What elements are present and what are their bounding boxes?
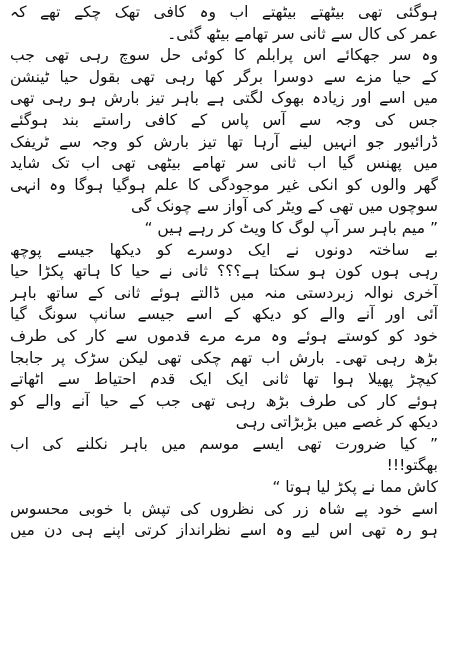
text-line: ڈرائیور جو انہیں لینے آرہا تھا تیز بارش کو وجہ سے ٹریفک (10, 132, 438, 151)
text-line: خود کو کوستے ہوئے وہ مرے مرے قدموں سے کار کی طرف (10, 326, 438, 345)
text-line: گھر والوں کو انکی غیر موجودگی کا علم ہوگیا ہوگا وہ انہی (10, 175, 438, 194)
text-line: ہوئے کار کی طرف بڑھ رہی تھی جب کے حیا آنے والے کو (10, 391, 438, 410)
text-line: دیکھ کر غصے میں بڑبڑاتی رہی (235, 413, 438, 432)
text-line: رہی ہوں کون ہو سکتا ہے؟؟؟ ثانی نے حیا کا ہاتھ پکڑا حیا (10, 262, 438, 281)
text-line: بھگتو!!! (386, 456, 438, 475)
text-line: عمر کی کال سے ثانی سر تھامے بیٹھ گئی۔ (167, 24, 438, 43)
text-line: اسے خود پے شاہ زر کی نظروں کی تپش با خوبی محسوس (10, 499, 438, 518)
text-line: کیچڑ پھیلا ہوا تھا ثانی ایک ایک قدم احتیاط سے اٹھاتے (10, 370, 438, 389)
text-line: آئی اور آنے والے کو دیکھ کے اسے جیسے سانپ سونگ گیا (10, 305, 438, 324)
text-line: ” میم باہر سر آپ لوگ کا ویٹ کر رہے ہیں “ (144, 218, 438, 237)
text-line: وہ سر جھکائے اس پرابلم کا کوئی حل سوچ رہی تھی جب (10, 46, 438, 65)
text-line: ہوگئی تھی بیٹھتے بیٹھتے اب وہ کافی تھک چکے تھے کہ (10, 3, 438, 21)
text-line: آخری نوالہ زبردستی منہ میں ڈالتے ہوئے ثانی کے ساتھ باہر (10, 283, 438, 302)
text-line: ” کیا ضرورت تھی ایسے موسم میں باہر نکلنے کی اب (10, 434, 438, 453)
text-line: بڑھ رہی تھی۔ بارش اب تھم چکی تھی لیکن سڑک پر جابجا (10, 348, 438, 367)
text-line: بے ساختہ دونوں نے ایک دوسرے کو دیکھا جیسے پوچھ (10, 240, 438, 259)
text-line: ہو رہ تھی اس لیے وہ اسے نظرانداز کرتی اپنے ہی دن میں (10, 521, 438, 540)
text-line: سوچوں میں تھی کے ویٹر کی آواز سے چونک گی (131, 197, 438, 216)
text-line: جس کی وجہ سے آس پاس کے کافی راستے بند ہوگئے (10, 110, 438, 129)
text-line: میں پھنس گیا اب ثانی سر تھامے بیٹھی تھی اب تک شاید (10, 154, 438, 173)
text-line: میں اسے اور زیادہ بھوک لگتی ہے باہر تیز بارش ہو رہی تھی (10, 89, 438, 108)
text-line: کے حیا مزے سے دوسرا برگر کھا رہی تھی بقول حیا ٹینشن (10, 67, 438, 86)
text-line: کاش مما نے پکڑ لیا ہوتا “ (272, 478, 438, 497)
